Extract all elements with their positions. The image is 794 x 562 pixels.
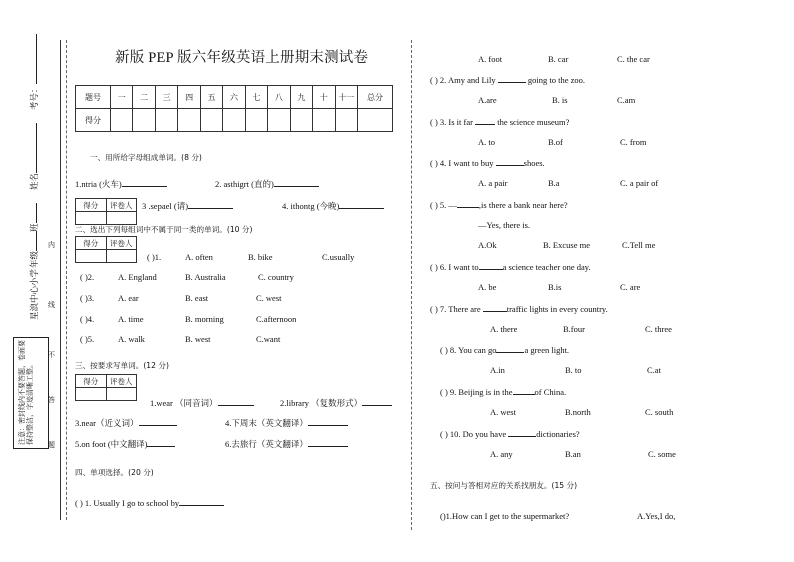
- section4-question-8: ( ) 8. You can go a green light.: [440, 345, 570, 355]
- inner-mark-5: 题: [48, 441, 55, 449]
- option-b: B.an: [565, 449, 581, 459]
- school-label: 星浪中心小学: [29, 268, 39, 320]
- option-a: A. any: [490, 449, 513, 459]
- answer-blank[interactable]: [475, 116, 495, 125]
- option-b: B. to: [565, 365, 582, 375]
- section4-question-2: ( ) 2. Amy and Lily going to the zoo.: [430, 75, 586, 85]
- score-header-cell: 五: [200, 86, 222, 109]
- option-a: A. foot: [478, 54, 503, 64]
- grader-reviewer-label: 评卷人: [106, 199, 137, 212]
- section4-question-4: ( ) 4. I want to buy shoes.: [430, 158, 545, 168]
- section4-heading: 四、单项选择。(20 分): [75, 468, 154, 477]
- score-cell[interactable]: [155, 109, 177, 132]
- notice-text: 注意：密封线内不要答题，卷面要保持整洁，字迹清晰工整。: [18, 340, 34, 445]
- grader-score-label: 得分: [76, 375, 107, 388]
- grader-box-1: [75, 198, 137, 225]
- option-a: A. ear: [118, 293, 139, 303]
- exam-number-label: 考号：: [29, 84, 39, 110]
- option-b: B.four: [563, 324, 585, 334]
- score-header-cell: 八: [268, 86, 290, 109]
- answer-paren[interactable]: ( ): [430, 117, 438, 127]
- answer-blank[interactable]: [483, 303, 507, 312]
- section1-item-3: 3 .sepael (请): [142, 200, 233, 212]
- option-c: C.am: [617, 95, 636, 105]
- name-field: [28, 123, 40, 190]
- grade-label: 年级: [29, 250, 39, 268]
- option-c: C. country: [258, 272, 294, 282]
- answer-blank[interactable]: [218, 397, 254, 406]
- answer-blank[interactable]: [339, 200, 384, 209]
- option-c: C.at: [647, 365, 661, 375]
- grader-cell[interactable]: [106, 388, 137, 401]
- option-c: C. three: [645, 324, 672, 334]
- option-c: C. are: [620, 282, 641, 292]
- section1-item-2: 2. asthigrt (直的): [215, 178, 319, 190]
- answer-blank[interactable]: [147, 438, 175, 447]
- option-b: B.north: [565, 407, 591, 417]
- option-b: B. west: [185, 334, 211, 344]
- answer-paren[interactable]: ( ): [440, 429, 448, 439]
- option-a: A. be: [478, 282, 497, 292]
- answer-blank[interactable]: [508, 428, 536, 437]
- option-b: B. Excuse me: [543, 240, 590, 250]
- score-header-cell: 十: [313, 86, 335, 109]
- inner-mark-4: 答: [48, 396, 55, 404]
- score-cell[interactable]: [245, 109, 267, 132]
- score-cell[interactable]: [178, 109, 200, 132]
- exam-number-field: [28, 34, 40, 110]
- option-b: B. car: [548, 54, 569, 64]
- grader-box-2: [75, 236, 137, 263]
- section2-item-4: ( )4.: [80, 314, 95, 324]
- answer-blank[interactable]: [188, 200, 233, 209]
- answer-blank[interactable]: [362, 397, 392, 406]
- section4-question-1: ( ) 1. Usually I go to school by: [75, 497, 224, 508]
- section4-question-5: ( ) 5. — ,is there a bank near here?: [430, 200, 568, 210]
- answer-blank[interactable]: [496, 157, 524, 166]
- answer-blank[interactable]: [513, 386, 535, 395]
- class-label: 班: [29, 223, 39, 232]
- section2-item-2: ( )2.: [80, 272, 95, 282]
- section2-heading: 二、选出下列每组词中不属于同一类的单词。(10 分): [75, 225, 253, 234]
- option-a: A. time: [118, 314, 144, 324]
- score-cell[interactable]: [268, 109, 290, 132]
- answer-blank[interactable]: [308, 438, 348, 447]
- answer-paren[interactable]: ( ): [440, 387, 448, 397]
- score-cell[interactable]: [223, 109, 245, 132]
- score-row-label: 得分: [76, 109, 111, 132]
- section4-question-3: ( ) 3. Is it far the science museum?: [430, 117, 570, 127]
- grader-score-label: 得分: [76, 237, 107, 250]
- section2-item-1: ( )1.: [147, 252, 162, 262]
- score-table: [75, 85, 393, 132]
- answer-blank[interactable]: [179, 497, 224, 506]
- grade-field: [28, 231, 40, 268]
- answer-blank[interactable]: [122, 178, 167, 187]
- option-c: C.usually: [322, 252, 355, 262]
- section3-item-1: 1.wear （同音词）: [150, 397, 254, 409]
- section4-question-10: ( ) 10. Do you have dictionaries?: [440, 429, 580, 439]
- inner-mark-2: 线: [48, 301, 55, 309]
- answer-paren[interactable]: ( ): [147, 252, 155, 262]
- option-a: A.are: [478, 95, 497, 105]
- section4-question-7: ( ) 7. There are traffic lights in every country.: [430, 304, 608, 314]
- section3-heading: 三、按要求写单词。(12 分): [75, 361, 169, 370]
- answer-blank[interactable]: [274, 178, 319, 187]
- score-header-cell: 题号: [76, 86, 111, 109]
- answer-paren[interactable]: ( ): [430, 75, 438, 85]
- inner-mark-1: 内: [48, 241, 55, 249]
- option-c: C.afternoon: [256, 314, 297, 324]
- option-c: C.Tell me: [622, 240, 656, 250]
- option-c: C.want: [256, 334, 281, 344]
- option-b: B.a: [548, 178, 560, 188]
- score-cell[interactable]: [313, 109, 335, 132]
- section5-answer-a: A.Yes,I do,: [637, 511, 676, 521]
- answer-blank[interactable]: [457, 199, 479, 208]
- grader-reviewer-label: 评卷人: [106, 237, 137, 250]
- answer-paren[interactable]: ( ): [80, 272, 88, 282]
- answer-paren[interactable]: ( ): [430, 158, 438, 168]
- section3-item-6: 6.去旅行（英文翻译）: [225, 438, 348, 450]
- option-c: C. the car: [617, 54, 650, 64]
- section3-item-5: 5.on foot (中文翻译): [75, 438, 175, 450]
- option-a: A. there: [490, 324, 518, 334]
- answer-paren[interactable]: ( ): [430, 262, 438, 272]
- score-header-cell: 总分: [358, 86, 393, 109]
- grader-box-3: [75, 374, 137, 401]
- answer-paren[interactable]: ( ): [80, 293, 88, 303]
- option-c: C. some: [648, 449, 676, 459]
- grader-cell[interactable]: [76, 250, 107, 263]
- option-a: A. a pair: [478, 178, 508, 188]
- answer-paren[interactable]: ( ): [80, 334, 88, 344]
- inner-mark-3: 不: [48, 351, 55, 359]
- score-header-cell: 十一: [335, 86, 357, 109]
- section4-question-9: ( ) 9. Beijing is in the of China.: [440, 387, 567, 397]
- score-cell[interactable]: [111, 109, 133, 132]
- answer-paren[interactable]: ( ): [430, 304, 438, 314]
- grader-cell[interactable]: [76, 212, 107, 225]
- option-a: A. walk: [118, 334, 145, 344]
- grader-reviewer-label: 评卷人: [106, 375, 137, 388]
- answer-blank[interactable]: [498, 74, 526, 83]
- section3-item-4: 4.下周末（英文翻译）: [225, 417, 348, 429]
- score-header-cell: 四: [178, 86, 200, 109]
- score-cell[interactable]: [200, 109, 222, 132]
- score-value-row: [76, 109, 393, 132]
- section5-question-1: ()1.How can I get to the supermarket?: [440, 511, 570, 521]
- section5-heading: 五、按问与答相对应的关系找朋友。(15 分): [430, 481, 578, 490]
- score-header-cell: 三: [155, 86, 177, 109]
- answer-blank[interactable]: [496, 344, 524, 353]
- option-b: B. Australia: [185, 272, 226, 282]
- option-b: B. bike: [248, 252, 273, 262]
- section3-item-2: 2.library （复数形式）: [280, 397, 392, 409]
- section1-item-1: 1.ntria (火车): [75, 178, 167, 190]
- score-cell[interactable]: [290, 109, 312, 132]
- score-cell[interactable]: [335, 109, 357, 132]
- option-a: A. often: [185, 252, 213, 262]
- answer-paren[interactable]: ( ): [440, 345, 448, 355]
- answer-paren-open[interactable]: (: [440, 511, 443, 521]
- option-c: C. from: [620, 137, 647, 147]
- option-b: B. is: [552, 95, 568, 105]
- option-c: C. a pair of: [620, 178, 659, 188]
- answer-blank[interactable]: [479, 261, 503, 270]
- section1-item-4: 4. ithontg (今晚): [282, 200, 384, 212]
- option-b: B.of: [548, 137, 563, 147]
- option-a: A. England: [118, 272, 157, 282]
- option-a: A. west: [490, 407, 516, 417]
- score-cell[interactable]: [358, 109, 393, 132]
- section4-q5-reply: —Yes, there is.: [478, 220, 531, 230]
- score-header-cell: 二: [133, 86, 155, 109]
- answer-paren[interactable]: ( ): [75, 498, 83, 508]
- score-header-cell: 六: [223, 86, 245, 109]
- score-cell[interactable]: [133, 109, 155, 132]
- section1-heading: 一、用所给字母组成单词。(8 分): [90, 153, 202, 162]
- option-a: A.Ok: [478, 240, 497, 250]
- option-c: C. west: [256, 293, 282, 303]
- score-header-cell: 九: [290, 86, 312, 109]
- grader-cell[interactable]: [76, 388, 107, 401]
- school-field: [28, 269, 40, 320]
- answer-blank[interactable]: [139, 417, 177, 426]
- page-title: 新版 PEP 版六年级英语上册期末测试卷: [115, 50, 369, 66]
- option-b: B.is: [548, 282, 562, 292]
- answer-paren[interactable]: ( ): [80, 314, 88, 324]
- section3-item-3: 3.near（近义词）: [75, 417, 177, 429]
- option-c: C. south: [645, 407, 674, 417]
- grader-cell[interactable]: [106, 212, 137, 225]
- option-a: A.in: [490, 365, 505, 375]
- option-a: A. to: [478, 137, 495, 147]
- score-header-cell: 七: [245, 86, 267, 109]
- class-field: [28, 203, 40, 232]
- binding-line: [60, 40, 61, 520]
- section2-item-3: ( )3.: [80, 293, 95, 303]
- seal-line: [66, 40, 67, 520]
- score-header-row: [76, 86, 393, 109]
- option-b: B. east: [185, 293, 209, 303]
- option-b: B. morning: [185, 314, 224, 324]
- section4-question-6: ( ) 6. I want to a science teacher one day.: [430, 262, 591, 272]
- grader-score-label: 得分: [76, 199, 107, 212]
- answer-paren[interactable]: ( ): [430, 200, 438, 210]
- answer-blank[interactable]: [308, 417, 348, 426]
- page-divider: [411, 40, 412, 530]
- grader-cell[interactable]: [106, 250, 137, 263]
- name-label: 姓名: [29, 172, 39, 190]
- section2-item-5: ( )5.: [80, 334, 95, 344]
- score-header-cell: 一: [111, 86, 133, 109]
